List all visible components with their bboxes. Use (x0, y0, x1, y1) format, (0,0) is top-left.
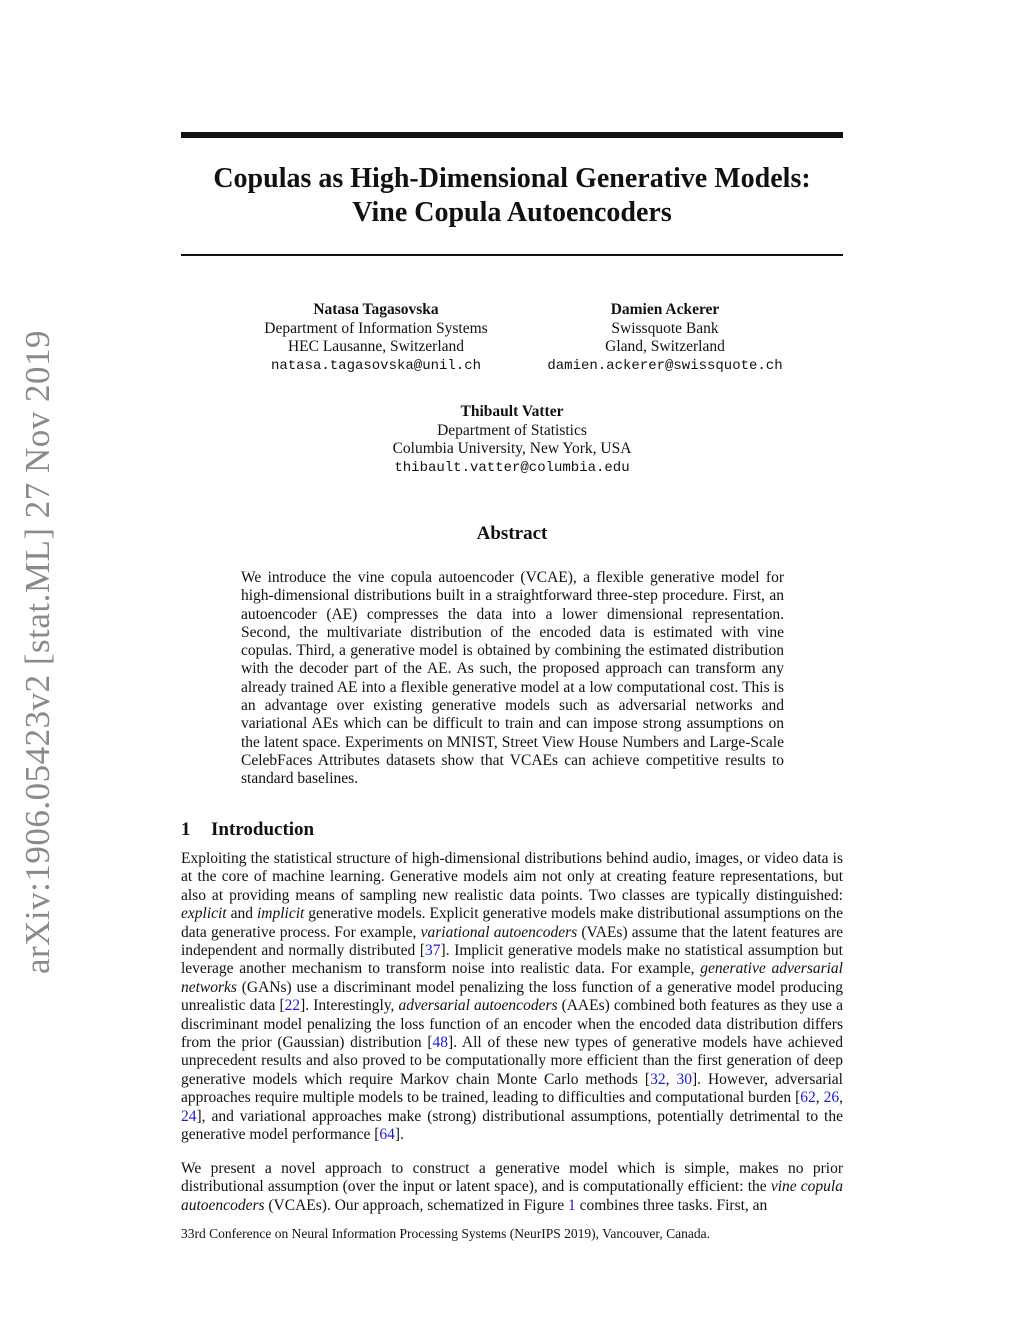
emphasis: adversarial autoencoders (398, 997, 558, 1015)
section-heading-introduction (181, 819, 314, 841)
text-run: combines three tasks. First, an (575, 1196, 768, 1214)
text-run: and (226, 905, 257, 923)
text-run: (VAEs) assume that the latent features are independent and normally distributed [ (181, 923, 843, 960)
author-affiliation: Department of Information Systems (264, 319, 488, 337)
author-email[interactable]: natasa.tagasovska@unil.ch (270, 357, 482, 374)
figure-reference-link[interactable]: 1 (567, 1196, 576, 1214)
title-top-rule (181, 132, 843, 138)
paper-title (181, 162, 843, 230)
text-run: (GANs) use a discriminant model penalizing the loss function of a generative model producing unrealistic data [ (181, 978, 843, 1015)
author-email[interactable]: thibault.vatter@columbia.edu (394, 459, 630, 476)
abstract-heading: Abstract (476, 523, 548, 544)
text-run: We present a novel approach to construct a generative model which is simple, makes no prior distributional assumption (over the input or latent space), and is computationally efficient: the (181, 1160, 843, 1196)
author-location: HEC Lausanne, Switzerland (287, 338, 465, 355)
title-line-2: Vine Copula Autoencoders (352, 197, 672, 228)
author-name: Damien Ackerer (610, 301, 720, 318)
title-line-1: Copulas as High-Dimensional Generative Models: (213, 163, 811, 194)
title-bottom-rule (181, 254, 843, 256)
text-run: generative models. Explicit generative models make distributional assumptions on the data generative process. For example, (181, 905, 843, 941)
text-run: ]. All of these new types of generative models have achieved unprecedent results and also proved to be computationally more efficient than the first generation of deep generative models which require Markov chain Monte Carlo methods [ (181, 1034, 843, 1088)
emphasis: vine copula autoencoders (181, 1178, 843, 1214)
author-location: Columbia University, New York, USA (392, 440, 632, 457)
emphasis: implicit (256, 905, 305, 923)
citation-link[interactable]: 37 (425, 942, 441, 960)
citation-link[interactable]: 30 (676, 1070, 692, 1088)
conference-footnote: 33rd Conference on Neural Information Processing Systems (NeurIPS 2019), Vancouver, Canada. (181, 1226, 710, 1241)
citation-link[interactable]: 48 (432, 1034, 449, 1052)
author-name: Thibault Vatter (460, 403, 564, 420)
citation-link[interactable]: 24 (181, 1107, 197, 1125)
citation-link[interactable]: 26 (823, 1089, 840, 1107)
emphasis: explicit (181, 905, 227, 923)
text-run: ]. (394, 1126, 404, 1144)
author-affiliation: Swissquote Bank (611, 319, 719, 337)
author-email[interactable]: damien.ackerer@swissquote.ch (547, 357, 783, 374)
citation-link[interactable]: 22 (284, 997, 301, 1015)
citation-link[interactable]: 64 (379, 1126, 395, 1144)
author-block-3 (362, 403, 662, 477)
text-run: (AAEs) combined both features as they use a discriminant model penalizing the loss function of an encoder when the encoded data distribution differs from the prior (Gaussian) distribution [ (181, 997, 843, 1052)
text-run: Exploiting the statistical structure of high-dimensional distributions behind audio, images, or video data is at the core of machine learning. Generative models aim not only at creating feature representations, but also at providing means of sampling new realistic data points. Two classes are typically distinguished: (181, 850, 843, 904)
text-run: ]. However, adversarial approaches require multiple models to be trained, leading to difficulties and computational burden [ (181, 1070, 843, 1107)
author-block-1 (226, 301, 526, 375)
text-run: , (839, 1089, 844, 1107)
text-run: , (665, 1070, 677, 1088)
text-run: (VCAEs). Our approach, schematized in Figure (264, 1196, 568, 1214)
intro-paragraph-1 (181, 850, 843, 1145)
text-run: ]. Implicit generative models make no statistical assumption but leverage another mechanism to transform noise into realistic data. For example, (181, 942, 843, 978)
text-run: , (815, 1089, 824, 1107)
arxiv-identifier-stamp: arXiv:1906.05423v2 [stat.ML] 27 Nov 2019 (18, 329, 57, 975)
text-run: ]. Interestingly, (300, 997, 399, 1015)
emphasis: variational autoencoders (420, 923, 578, 941)
author-name: Natasa Tagasovska (313, 301, 439, 318)
emphasis: generative adversarial networks (181, 960, 843, 996)
text-run: ], and variational approaches make (strong) distributional assumptions, potentially detrimental to the generative model performance [ (181, 1107, 843, 1144)
author-affiliation: Department of Statistics (437, 421, 587, 439)
section-title: Introduction (211, 819, 315, 840)
intro-paragraph-2 (181, 1160, 843, 1215)
author-location: Gland, Switzerland (605, 338, 725, 355)
section-number: 1 (181, 819, 191, 840)
citation-link[interactable]: 62 (800, 1089, 816, 1107)
abstract-text: We introduce the vine copula autoencoder (VCAE), a flexible generative model for high-dimensional distributions built in a straightforward three-step procedure. First, an autoencoder (AE) compresses the data into a lower dimensional representation. Second, the multivariate distribution of the encoded data is estimated with vine copulas. Third, a generative model is obtained by combining the estimated distribution with the decoder part of the AE. As such, the proposed approach can transform any already trained AE into a flexible generative model at a low computational cost. This is an advantage over existing generative models such as adversarial networks and variational AEs which can be difficult to train and can impose strong assumptions on the latent space. Experiments on MNIST, Street View House Numbers and Large-Scale CelebFaces Attributes datasets show that VCAEs can achieve competitive results to standard baselines. (241, 569, 784, 788)
author-block-2 (515, 301, 815, 375)
citation-link[interactable]: 32 (650, 1070, 666, 1088)
